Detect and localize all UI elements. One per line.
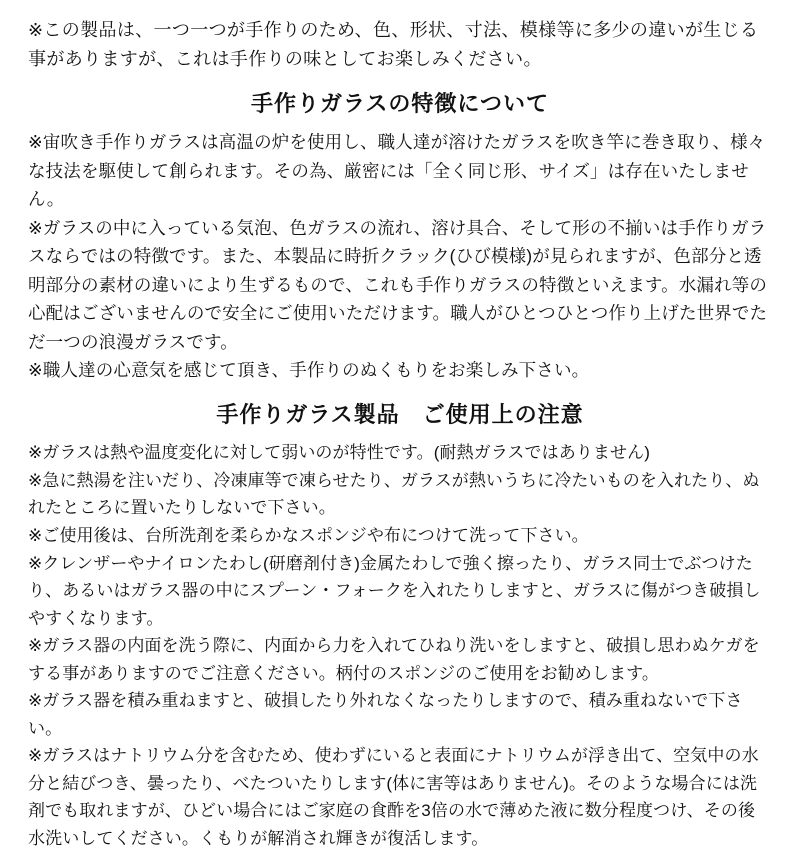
paragraph: ※職人達の心意気を感じて頂き、手作りのぬくもりをお楽しみ下さい。 [28,360,590,381]
section-usage-cautions [28,401,772,852]
paragraph: ※ご使用後は、台所洗剤を柔らかなスポンジや布につけて洗って下さい。 [28,526,589,546]
section-heading-cautions: 手作りガラス製品 ご使用上の注意 [216,401,584,427]
section-glass-features [28,90,772,385]
section-body-features [28,128,772,385]
intro-paragraph: ※この製品は、一つ一つが手作りのため、色、形状、寸法、模様等に多少の違いが生じる事がありますが、これは手作りの味としてお楽しみください。 [28,20,759,69]
paragraph: ※ガラス器の内面を洗う際に、内面から力を入れてひねり洗いをしますと、破損し思わぬケガをする事がありますのでご注意ください。柄付のスポンジのご使用をお勧めします。 [28,636,760,683]
paragraph: ※クレンザーやナイロンたわし(研磨剤付き)金属たわしで強く擦ったり、ガラス同士でぶつけたり、あるいはガラス器の中にスプーン・フォークを入れたりしますと、ガラスに傷がつき破損しやすくなります。 [28,553,761,628]
paragraph: ※ガラスの中に入っている気泡、色ガラスの流れ、溶け具合、そして形の不揃いは手作りガラスならではの特徴です。また、本製品に時折クラック(ひび模様)が見られますが、色部分と透明部分の素材の違いにより生ずるもので、これも手作りガラスの特徴といえます。水漏れ等の心配はございませんので安全にご使用いただけます。職人がひとつひとつ作り上げた世界でただ一つの浪漫ガラスです。 [28,217,768,352]
paragraph: ※急に熱湯を注いだり、冷凍庫等で凍らせたり、ガラスが熱いうちに冷たいものを入れたり、ぬれたところに置いたりしないで下さい。 [28,470,760,518]
paragraph: ※ガラスは熱や温度変化に対して弱いのが特性です。(耐熱ガラスではありません) [28,443,650,463]
paragraph: ※ガラス器を積み重ねますと、破損したり外れなくなったりしますので、積み重ねないで下さい。 [28,691,743,738]
paragraph: ※ガラスはナトリウム分を含むため、使わずにいると表面にナトリウムが浮き出て、空気中の水分と結びつき、曇ったり、べたついたりします(体に害等はありません)。そのような場合には洗剤でも取れますが、ひどい場合にはご家庭の食酢を3倍の水で薄めた液に数分程度つけ、その後水洗いしてください。くもりが解消され輝きが復活します。 [28,746,759,848]
intro-block [28,16,772,74]
paragraph: ※宙吹き手作りガラスは高温の炉を使用し、職人達が溶けたガラスを吹き竿に巻き取り、様々な技法を駆使して創られます。その為、厳密には「全く同じ形、サイズ」は存在いたしません。 [28,132,766,210]
section-heading-features: 手作りガラスの特徴について [251,90,549,116]
section-body-cautions [28,439,772,852]
